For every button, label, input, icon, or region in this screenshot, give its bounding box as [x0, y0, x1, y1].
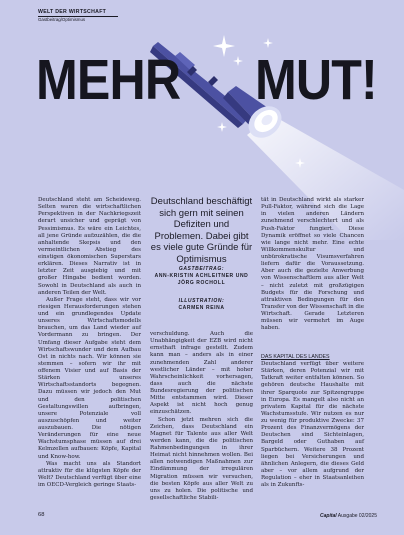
illustrator-name: CARMEN REINA	[178, 305, 225, 311]
author-names: ANN-KRISTIN ACHLEITNER UND JÖRG ROCHOLL	[154, 273, 249, 286]
section-subtitle: Gastbeitrag/Optimismus	[38, 17, 86, 22]
headline-right: MUT!	[255, 48, 377, 112]
article-column-1	[38, 197, 141, 489]
paragraph: verschuldung. Auch die Unabhängigkeit der EZB wird nicht ernsthaft infrage gestellt. Zudem kann man – anders als in einer zunehmenden Zahl anderer westlicher Länder – mit hoher Wahrscheinlichkeit vorhersagen, dass auch die nächste Bundesregierung der politischen Mitte entstammen wird. Dieser Aspekt ist nicht hoch genug einzuschätzen.	[150, 331, 253, 416]
issue-label: Ausgabe 02/2025	[337, 513, 377, 519]
article-column-2	[150, 331, 253, 502]
footer-imprint	[320, 513, 377, 519]
magazine-name: Capital	[320, 513, 337, 519]
illustration-label: ILLUSTRATION:	[178, 298, 225, 304]
headline-left: MEHR	[36, 48, 181, 112]
author-label: GASTBEITRAG:	[178, 266, 225, 272]
section-subhead: DAS KAPITAL DES LANDES	[261, 354, 330, 360]
paragraph: Was macht uns als Standort attraktiv für die klügsten Köpfe der Welt? Deutschland verfügt über eine im OECD-Vergleich geringe Staats-	[38, 460, 141, 488]
article-column-3	[261, 197, 364, 332]
pull-quote: Deutschland beschäftigt sich gern mit seinen Defiziten und Problemen. Dabei gibt es viele gute Gründe für Optimismus	[150, 196, 253, 265]
section-title: WELT DER WIRTSCHAFT	[38, 9, 107, 15]
paragraph: Schon jetzt mehren sich die Zeichen, dass Deutschland ein Magnet für Talente aus aller Welt werden kann, die die politischen Rahmenbedingungen in ihrer Heimat nicht hinnehmen wollen. Bei allen notwendigen Maßnahmen zur Eindämmung der irregulären Migration müssen wir versuchen, die besten Köpfe aus aller Welt zu uns zu holen. Die politische und gesellschaftliche Stabili-	[150, 416, 253, 501]
paragraph: Deutschland verfügt über weitere Stärken, deren Potenzial wir mit Tatkraft weiter entfalten können. So gehören deutsche Haushalte mit ihrer Sparquote zur Spitzengruppe in Europa. Es mangelt also nicht an privatem Kapital für die nächste Wachstumsstufe. Wir nutzen es nur zu wenig für produktive Zwecke: 37 Prozent des Finanzvermögens der Deutschen sind Sichteinlagen, Bargeld oder Guthaben auf Sparbüchern. Weitere 38 Prozent liegen bei Versicherungen und ähnlichen Anlegern, die dieses Geld aber – vor allem aufgrund der Regulation – eher in Staatsanleihen als in Zukunfts-	[261, 361, 364, 489]
paragraph: Außer Frage steht, dass wir vor riesigen Herausforderungen stehen und ein grundlegendes Update unseres Wirtschaftsmodells brauchen, um das Land wieder auf Vordermann zu bringen. Der Umfang dieser Aufgabe steht dem Wirtschaftswunder und dem Aufbau Ost in nichts nach. Wir können sie stemmen – sofern wir ihr mit offenem Visier und auf Basis der Stärken unseres Wirtschaftsstandorts begegnen. Dazu müssen wir jedoch den Mut und den politischen Gestaltungswillen aufbringen, unsere Potenziale voll auszuschöpfen und weiter auszubauen. Die nötigen Veränderungen für eine neue Wachstumsphase müssen auf drei Kelmzellen aufbauen: Köpfe, Kapital und Know-how.	[38, 296, 141, 460]
paragraph: Deutschland steht am Scheideweg. Selten waren die wirtschaftlichen Perspektiven in der Nachkriegszeit derart unsicher und geprägt von Pessimismus. Es wäre ein Leichtes, all jene Gründe aufzuzählen, die die anhaltende Skepsis und den vermeintlichen Abstieg des einstigen ökonomischen Superstars erklären. Dieses Narrativ ist in letzter Zeit ausgiebig und mit großer Hingabe bedient worden. Sowohl in Deutschland als auch in anderen Teilen der Welt.	[38, 197, 141, 296]
page-number: 68	[38, 512, 45, 518]
article-column-3-continued	[261, 361, 364, 489]
paragraph: tät in Deutschland wirkt als starker Pull-Faktor, während sich die Lage in vielen anderen Ländern zunehmend verschlechtert und als Push-Faktor fungiert. Diese Dynamik eröffnet so viele Chancen wie lange nicht mehr. Eine echte Willkommenskultur und unbürokratische Visumsverfahren liefern dafür die Voraussetzung. Aber auch die gezielte Anwerbung von Wissenschaftlern aus aller Welt – nicht zuletzt mit großzügigen Budgets für die Forschung und attraktiven Bedingungen für den Transfer von der Wissenschaft in die Wirtschaft. Gerade Letzteren müssen wir vermehrt im Auge haben.	[261, 197, 364, 332]
illustration-credit	[150, 298, 253, 312]
author-credit	[150, 266, 253, 287]
